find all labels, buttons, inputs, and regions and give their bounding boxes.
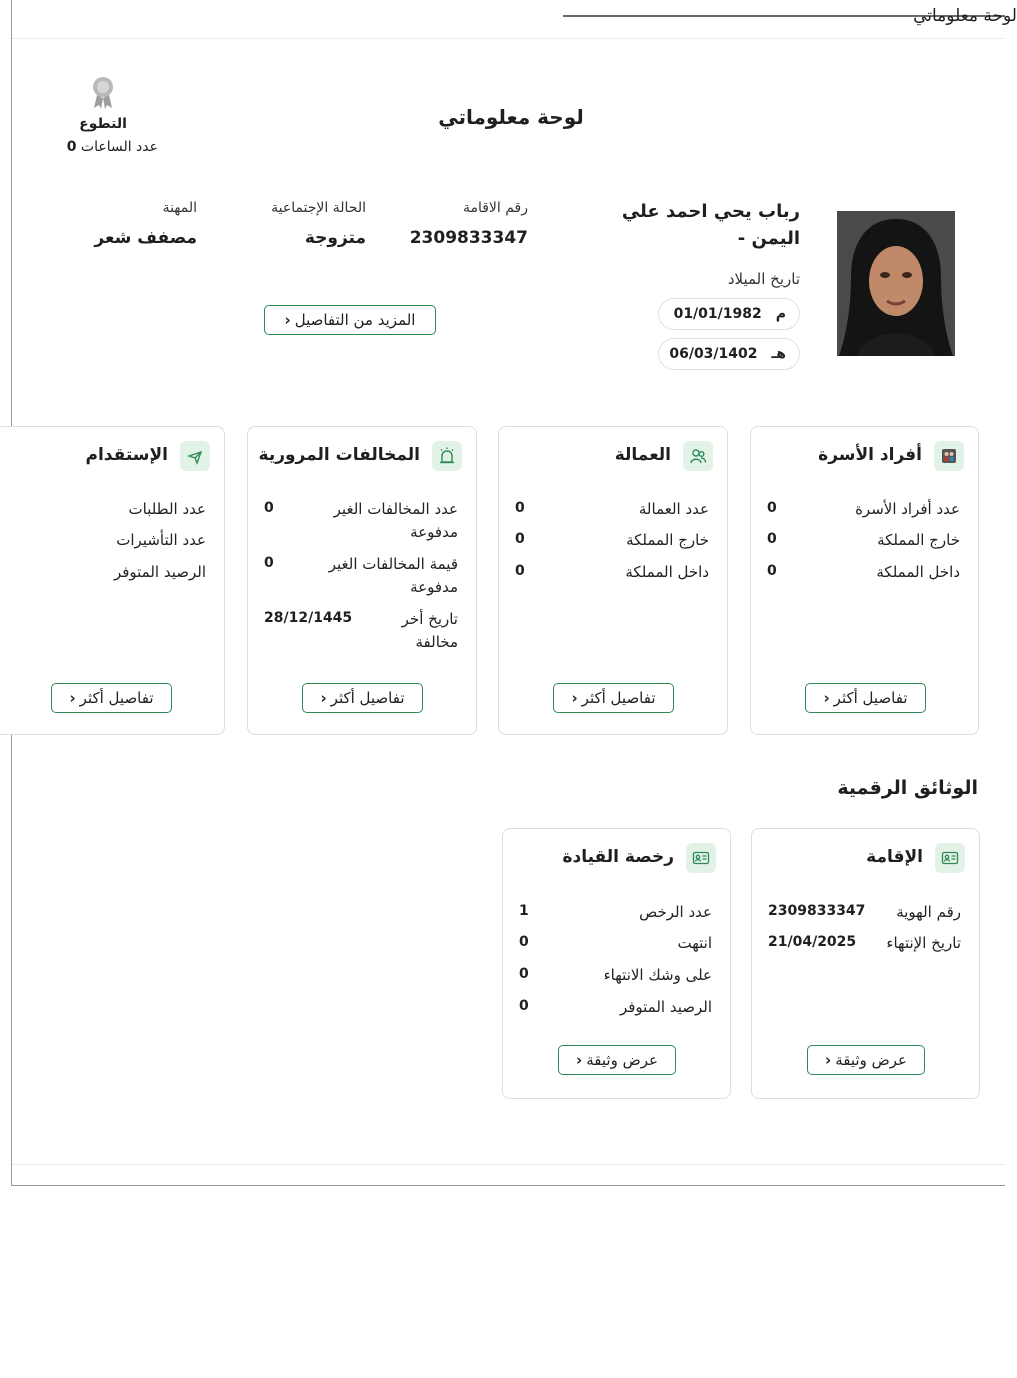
family-details-label: تفاصيل أكثر <box>833 689 908 707</box>
family-row-label: عدد أفراد الأسرة <box>855 500 960 518</box>
recruitment-card-title: الإستقدام <box>85 445 168 465</box>
dob-hijri-value: 06/03/1402 <box>669 346 758 362</box>
violations-row-label: قيمة المخالفات الغير مدفوعة <box>328 555 458 596</box>
iqama-view-document-button[interactable] <box>807 1045 925 1075</box>
traffic-alarm-icon <box>432 441 462 471</box>
chevron-left-icon: ‹ <box>320 689 327 707</box>
profile-full-name: رباب يحي احمد علي <box>621 201 800 222</box>
page-title: لوحة معلوماتي <box>438 105 584 129</box>
more-details-button[interactable] <box>264 305 436 335</box>
recruitment-row-label: عدد الطلبات <box>128 500 206 518</box>
license-doc-row-label: عدد الرخص <box>639 903 712 921</box>
recruitment-details-label: تفاصيل أكثر <box>79 689 154 707</box>
labor-card <box>498 426 728 735</box>
dob-hijri-tag: هـ <box>771 346 786 362</box>
iqama-view-document-label: عرض وثيقة <box>835 1051 907 1069</box>
recruitment-details-button[interactable] <box>51 683 172 713</box>
violations-row-label: عدد المخالفات الغير مدفوعة <box>333 500 458 541</box>
header-divider <box>12 38 1005 39</box>
profile-photo <box>837 211 955 356</box>
license-view-document-label: عرض وثيقة <box>586 1051 658 1069</box>
iqama-number-label: رقم الاقامة <box>462 200 528 216</box>
labor-row-label: داخل المملكة <box>625 563 709 581</box>
violations-card <box>247 426 477 735</box>
violations-row-value: 28/12/1445 <box>264 610 353 626</box>
chevron-left-icon: ‹ <box>284 311 291 329</box>
profession-value: مصفف شعر <box>94 228 197 248</box>
family-row-value: 0 <box>767 531 777 547</box>
chevron-left-icon: ‹ <box>825 1051 832 1069</box>
license-doc-row-label: انتهت <box>677 934 712 952</box>
chevron-left-icon: ‹ <box>69 689 76 707</box>
labor-row-label: عدد العمالة <box>638 500 709 518</box>
iqama-doc-card <box>751 828 980 1099</box>
marital-status-value: متزوجة <box>304 228 366 248</box>
recruitment-card <box>0 426 225 735</box>
violations-row-value: 0 <box>264 500 274 516</box>
family-icon <box>934 441 964 471</box>
family-details-button[interactable] <box>805 683 926 713</box>
profile-nationality: اليمن - <box>737 228 800 249</box>
id-card-icon <box>935 843 965 873</box>
iqama-doc-row-value: 21/04/2025 <box>768 934 857 950</box>
volunteering-label: التطوع <box>79 116 127 132</box>
iqama-doc-title: الإقامة <box>866 847 923 867</box>
license-doc-title: رخصة القيادة <box>562 847 674 867</box>
chevron-left-icon: ‹ <box>576 1051 583 1069</box>
dob-gregorian-value: 01/01/1982 <box>673 306 762 322</box>
tab-label: لوحة معلوماتي <box>913 6 1017 26</box>
recruitment-card-clip <box>35 426 226 736</box>
license-card-icon <box>686 843 716 873</box>
volunteering-hours <box>40 139 158 155</box>
license-doc-card <box>502 828 731 1099</box>
family-row-value: 0 <box>767 500 777 516</box>
family-row-label: داخل المملكة <box>876 563 960 581</box>
family-card-title: أفراد الأسرة <box>818 445 922 465</box>
iqama-doc-row-label: تاريخ الإنتهاء <box>886 934 961 952</box>
active-tab[interactable] <box>563 6 1017 26</box>
license-doc-row-value: 0 <box>519 998 529 1014</box>
iqama-number-value: 2309833347 <box>409 228 528 248</box>
recruitment-icon <box>180 441 210 471</box>
labor-row-value: 0 <box>515 563 525 579</box>
license-view-document-button[interactable] <box>558 1045 676 1075</box>
labor-row-value: 0 <box>515 500 525 516</box>
family-card <box>750 426 979 735</box>
marital-status-label: الحالة الإجتماعية <box>271 200 366 216</box>
iqama-doc-row-value: 2309833347 <box>768 903 866 919</box>
labor-row-value: 0 <box>515 531 525 547</box>
violations-details-button[interactable] <box>302 683 423 713</box>
family-row-value: 0 <box>767 563 777 579</box>
footer-divider <box>12 1164 1005 1165</box>
more-details-label: المزيد من التفاصيل <box>294 311 416 329</box>
chevron-left-icon: ‹ <box>571 689 578 707</box>
recruitment-row-label: الرصيد المتوفر <box>113 563 206 581</box>
labor-details-label: تفاصيل أكثر <box>581 689 656 707</box>
license-doc-row-value: 0 <box>519 966 529 982</box>
volunteering-hours-label: عدد الساعات <box>80 139 158 155</box>
dob-label: تاريخ الميلاد <box>727 270 800 288</box>
dob-gregorian-tag: م <box>775 306 786 322</box>
violations-row-label: تاريخ أخر مخالفة <box>401 610 458 651</box>
license-doc-row-label: الرصيد المتوفر <box>619 998 712 1016</box>
digital-docs-title: الوثائق الرقمية <box>837 777 978 799</box>
license-doc-row-value: 1 <box>519 903 529 919</box>
profile-name <box>600 198 800 252</box>
profession-label: المهنة <box>162 200 197 216</box>
chevron-left-icon: ‹ <box>823 689 830 707</box>
dob-hijri-pill <box>658 338 800 370</box>
frame-bottom-border <box>11 1185 1005 1186</box>
family-row-label: خارج المملكة <box>877 531 960 549</box>
violations-row-value: 0 <box>264 555 274 571</box>
violations-details-label: تفاصيل أكثر <box>330 689 405 707</box>
workers-icon <box>683 441 713 471</box>
labor-details-button[interactable] <box>553 683 674 713</box>
volunteering-hours-value: 0 <box>66 139 77 155</box>
violations-card-title: المخالفات المرورية <box>258 445 420 465</box>
recruitment-row-label: عدد التأشيرات <box>116 531 206 549</box>
labor-row-label: خارج المملكة <box>626 531 709 549</box>
dob-gregorian-pill <box>658 298 800 330</box>
labor-card-title: العمالة <box>614 445 671 465</box>
license-doc-row-value: 0 <box>519 934 529 950</box>
medal-icon <box>91 76 115 110</box>
iqama-doc-row-label: رقم الهوية <box>896 903 961 921</box>
license-doc-row-label: على وشك الانتهاء <box>603 966 712 984</box>
